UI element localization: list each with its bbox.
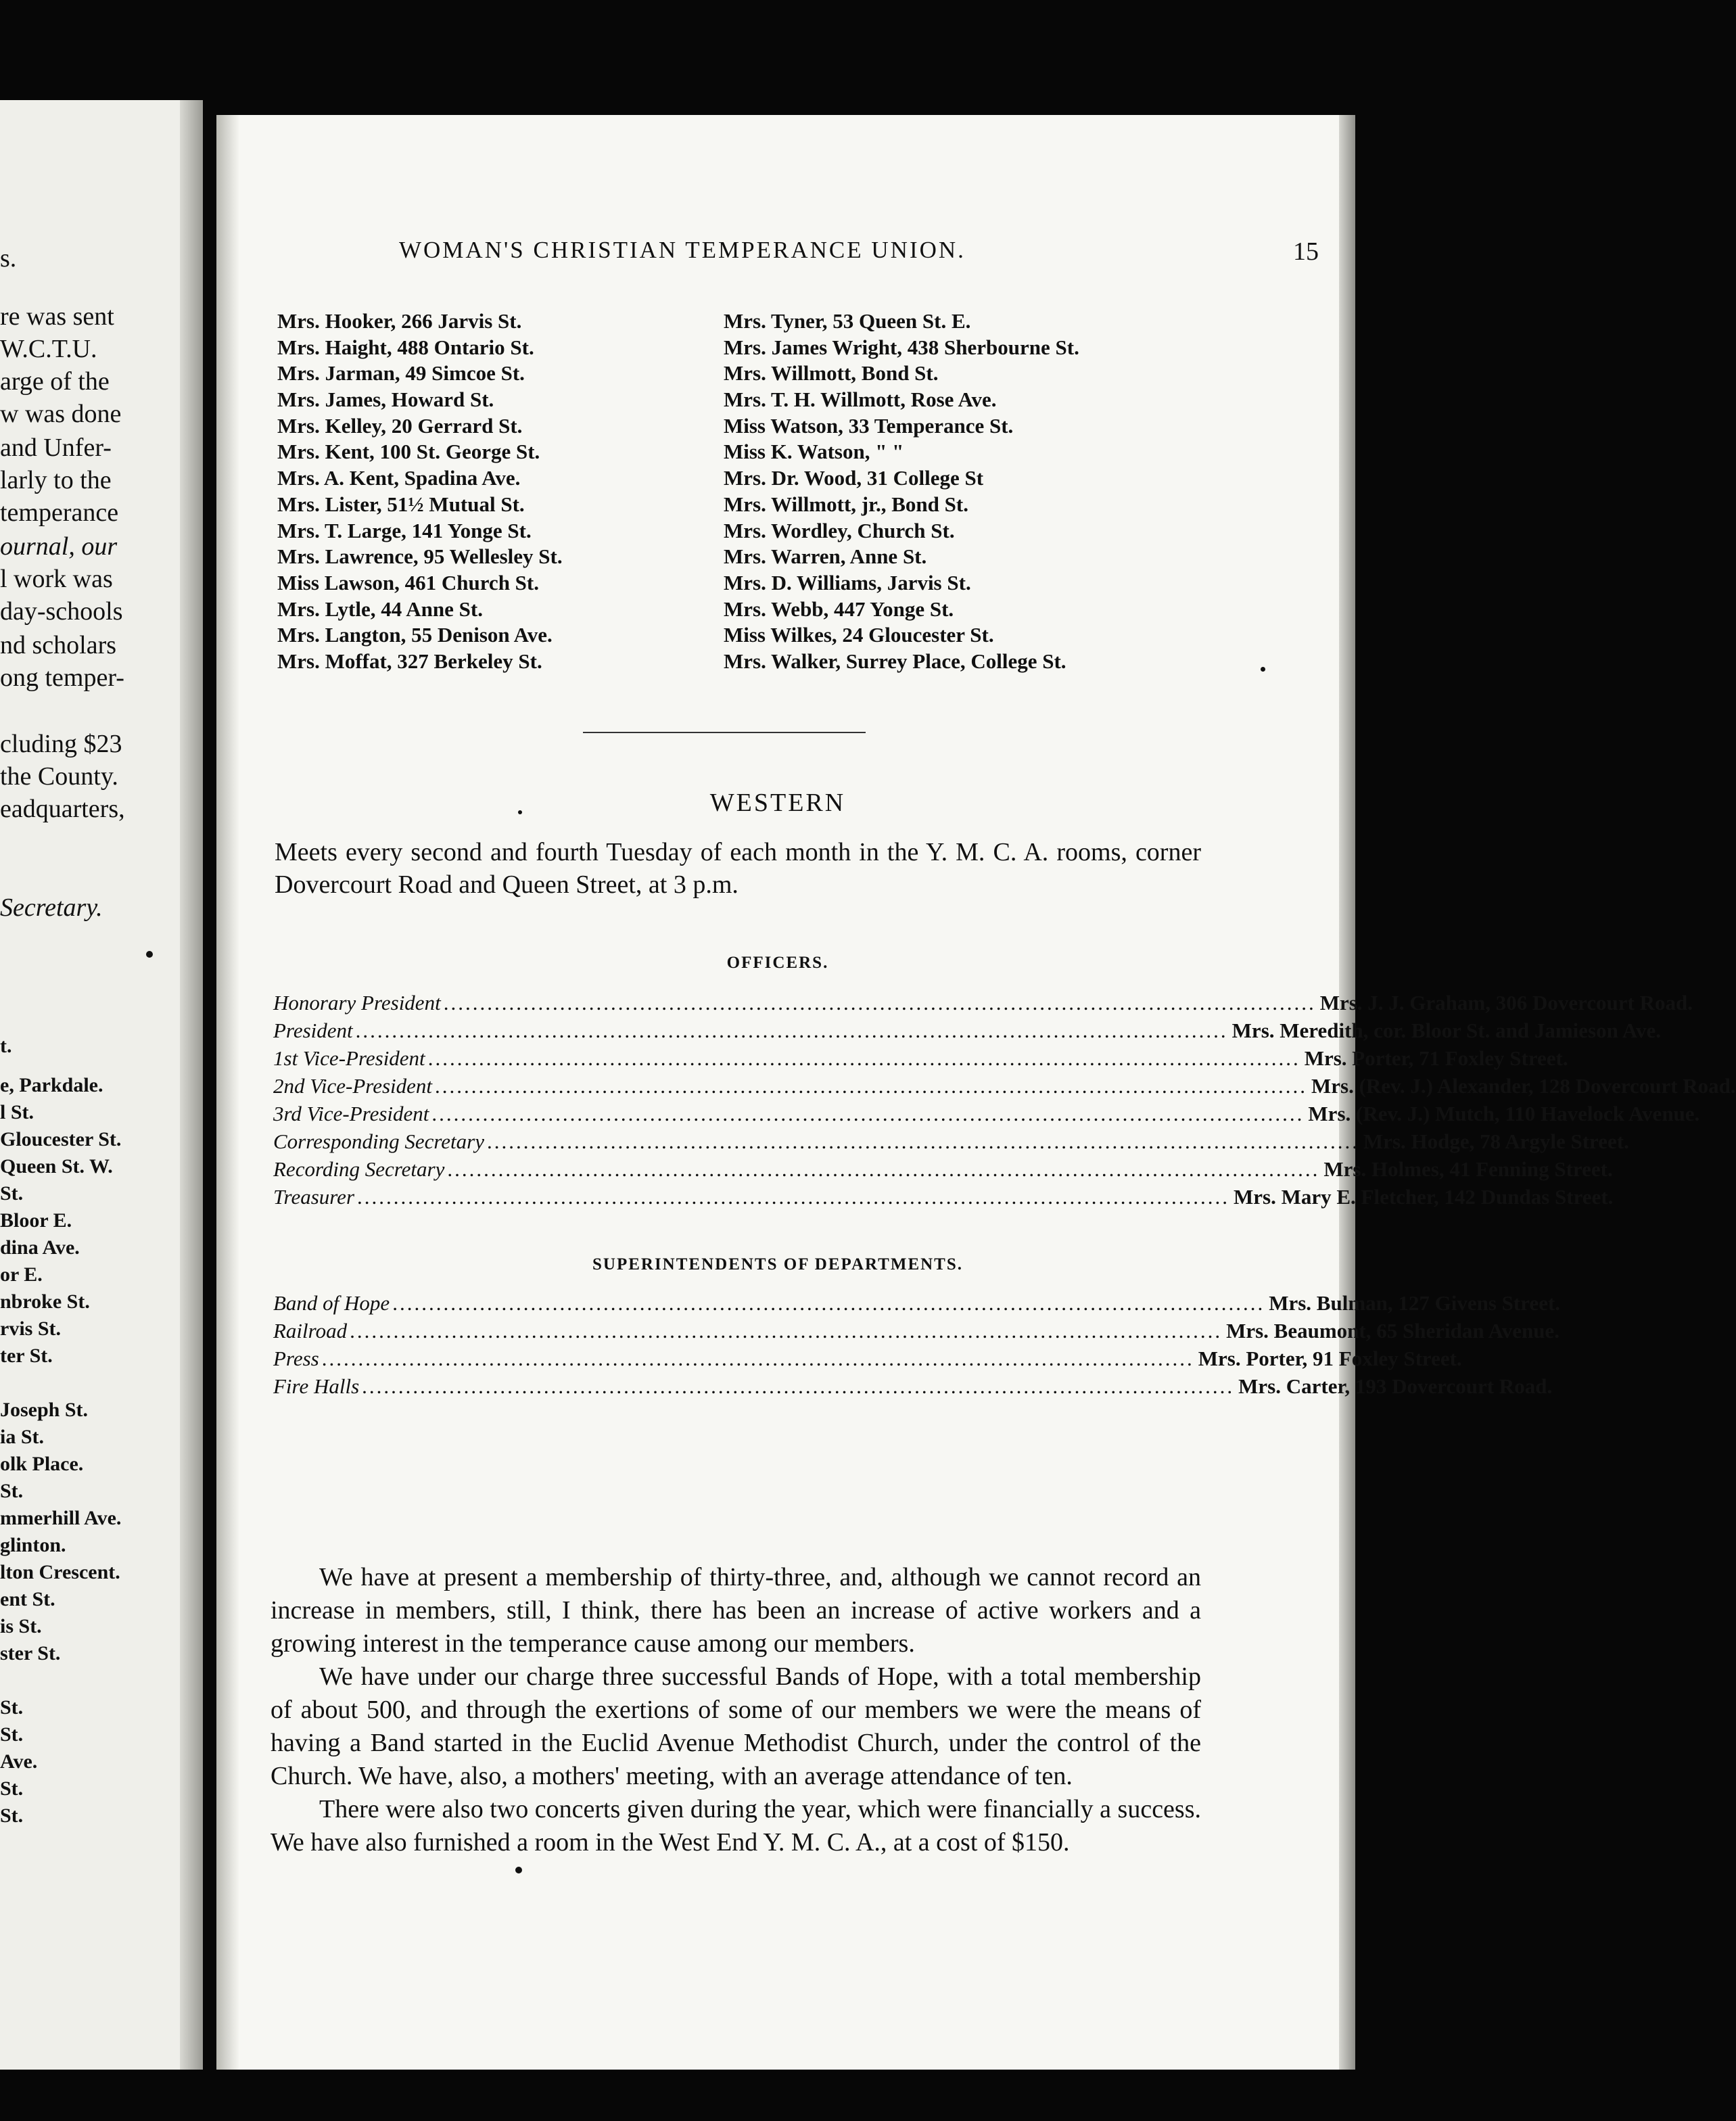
- leader-dots: ........................................................................................................................: [447, 1157, 1320, 1181]
- left-text-fragment: arge of the: [0, 367, 110, 396]
- officer-name: Mrs. Porter, 71 Foxley Street.: [1304, 1046, 1568, 1070]
- member-entry: Miss Watson, 33 Temperance St.: [724, 413, 1014, 438]
- left-text-fragment: l work was: [0, 565, 113, 593]
- officer-row: [273, 1183, 1614, 1211]
- left-page-fragment: [0, 100, 203, 2070]
- member-entry: Mrs. Webb, 447 Yonge St.: [724, 597, 954, 621]
- left-text-fragment: St.: [0, 1480, 24, 1502]
- right-page: [216, 115, 1736, 2070]
- left-text-fragment: ong temper-: [0, 663, 124, 692]
- left-text-fragment: nbroke St.: [0, 1290, 90, 1313]
- role-label: Recording Secretary: [273, 1157, 445, 1181]
- left-text-fragment: Bloor E.: [0, 1209, 72, 1232]
- section-title-western: WESTERN: [709, 789, 846, 817]
- left-text-fragment: St.: [0, 1777, 24, 1800]
- leader-dots: ........................................................................................................................: [355, 1019, 1228, 1042]
- member-list-column-1: [277, 308, 563, 675]
- right-page-gutter-shadow: [216, 115, 239, 2070]
- left-text-fragment: temperance: [0, 498, 119, 527]
- role-label: Press: [273, 1347, 319, 1370]
- officer-name: Mrs. (Rev. J.) Mutch, 110 Havelock Avenue.: [1308, 1102, 1700, 1125]
- superintendent-row: [273, 1345, 1462, 1372]
- running-title: WOMAN'S CHRISTIAN TEMPERANCE UNION.: [399, 237, 966, 263]
- member-entry: Mrs. Willmott, Bond St.: [724, 361, 939, 386]
- officer-row: [273, 1100, 1700, 1127]
- left-text-fragment: olk Place.: [0, 1453, 84, 1475]
- left-text-fragment: glinton.: [0, 1534, 66, 1556]
- stray-dot: [518, 810, 522, 814]
- role-label: Corresponding Secretary: [273, 1129, 484, 1153]
- left-text-fragment: larly to the: [0, 466, 112, 494]
- left-text-fragment: is St.: [0, 1615, 42, 1637]
- leader-dots: ........................................................................................................................: [350, 1319, 1223, 1343]
- report-paragraph: We have under our charge three successful Bands of Hope, with a total membership of about 500, and through the exertions of some of our members we were the means of having a Band started in the Euclid Avenue Methodist Church, under the control of the Church. We have, also, a mothers' meeting, with an average attendance of ten.: [271, 1662, 1201, 1790]
- role-label: Honorary President: [273, 991, 441, 1015]
- leader-dots: ........................................................................................................................: [362, 1374, 1235, 1398]
- meeting-notice: Meets every second and fourth Tuesday of each month in the Y. M. C. A. rooms, corner Dovercourt Road and Queen Street, at 3 p.m.: [275, 838, 1201, 899]
- left-text-fragment: Queen St. W.: [0, 1155, 113, 1178]
- left-text-fragment: Joseph St.: [0, 1399, 89, 1421]
- left-text-fragment: or E.: [0, 1263, 43, 1286]
- officer-row: [273, 1127, 1629, 1155]
- leader-dots: ........................................................................................................................: [357, 1185, 1230, 1209]
- leader-dots: ........................................................................................................................: [443, 991, 1316, 1015]
- superintendents-list: [273, 1289, 1561, 1400]
- left-text-fragment: cluding $23: [0, 730, 122, 758]
- superintendent-row: [273, 1289, 1561, 1317]
- section-divider: [583, 732, 866, 733]
- role-label: Band of Hope: [273, 1291, 390, 1315]
- member-list-column-2: [724, 308, 1079, 675]
- officers-heading: OFFICERS.: [726, 954, 829, 972]
- left-text-fragment: mmerhill Ave.: [0, 1507, 122, 1529]
- member-entry: Mrs. Tyner, 53 Queen St. E.: [724, 309, 971, 333]
- left-text-fragment: eadquarters,: [0, 795, 125, 823]
- left-text-fragment: ster St.: [0, 1642, 61, 1664]
- leader-dots: ........................................................................................................................: [431, 1102, 1305, 1125]
- member-entry: Mrs. Jarman, 49 Simcoe St.: [277, 361, 525, 386]
- role-label: 1st Vice-President: [273, 1046, 425, 1070]
- role-label: Fire Halls: [273, 1374, 360, 1398]
- role-label: 3rd Vice-President: [273, 1102, 429, 1125]
- member-entry: Mrs. Dr. Wood, 31 College St: [724, 466, 984, 490]
- left-text-fragment: e, Parkdale.: [0, 1074, 103, 1096]
- left-text-fragment: ournal, our: [0, 532, 118, 561]
- officer-name: Mrs. J. J. Graham, 306 Dovercourt Road.: [1319, 991, 1693, 1015]
- role-label: President: [273, 1019, 353, 1042]
- left-text-fragment: ter St.: [0, 1345, 53, 1367]
- left-text-fragment: t.: [0, 1035, 12, 1057]
- member-entry: Miss Wilkes, 24 Gloucester St.: [724, 623, 994, 647]
- leader-dots: ........................................................................................................................: [486, 1129, 1359, 1153]
- member-entry: Mrs. Moffat, 327 Berkeley St.: [277, 649, 542, 673]
- member-entry: Mrs. James Wright, 438 Sherbourne St.: [724, 335, 1079, 359]
- member-entry: Mrs. Haight, 488 Ontario St.: [277, 335, 534, 359]
- stray-dot: [1261, 667, 1265, 672]
- member-entry: Mrs. Hooker, 266 Jarvis St.: [277, 309, 522, 333]
- member-entry: Mrs. James, Howard St.: [277, 388, 494, 412]
- left-text-fragment: St.: [0, 1182, 24, 1205]
- officer-name: Mrs. Hodge, 78 Argyle Street.: [1363, 1129, 1629, 1153]
- member-entry: Miss Lawson, 461 Church St.: [277, 570, 540, 595]
- report-text: [271, 1561, 1201, 1859]
- report-paragraph: We have at present a membership of thirty-three, and, although we cannot record an increase in members, still, I think, there has been an increase of active workers and a growing interest in the temperance cause among our members.: [271, 1563, 1201, 1658]
- left-text-fragment: l St.: [0, 1101, 34, 1123]
- superintendent-row: [273, 1317, 1559, 1345]
- member-entry: Mrs. Warren, Anne St.: [724, 544, 927, 569]
- officer-row: [273, 1155, 1613, 1183]
- left-page-gutter-shadow: [180, 100, 203, 2070]
- left-text-fragment: lton Crescent.: [0, 1561, 120, 1583]
- left-text-fragment: day-schools: [0, 597, 123, 626]
- officer-row: [273, 1072, 1736, 1100]
- left-text-fragment: ent St.: [0, 1588, 55, 1610]
- running-head: [399, 237, 1319, 264]
- member-entry: Mrs. A. Kent, Spadina Ave.: [277, 466, 521, 490]
- officer-name: Mrs. Meredith, cor. Bloor St. and Jamieson Ave.: [1231, 1019, 1661, 1042]
- left-text-fragment: St.: [0, 1696, 24, 1719]
- superintendents-heading: SUPERINTENDENTS OF DEPARTMENTS.: [592, 1255, 963, 1274]
- leader-dots: ........................................................................................................................: [392, 1291, 1265, 1315]
- left-text-fragment: Gloucester St.: [0, 1128, 122, 1150]
- member-entry: Mrs. Walker, Surrey Place, College St.: [724, 649, 1066, 673]
- member-entry: Mrs. Kent, 100 St. George St.: [277, 440, 540, 464]
- left-text-fragment: the County.: [0, 762, 118, 791]
- officer-name: Mrs. (Rev. J.) Alexander, 128 Dovercourt Road.: [1311, 1074, 1736, 1098]
- member-entry: Mrs. Wordley, Church St.: [724, 518, 955, 542]
- member-entry: Mrs. T. H. Willmott, Rose Ave.: [724, 388, 997, 412]
- officer-row: [273, 1017, 1661, 1044]
- left-text-fragment: re was sent: [0, 302, 114, 331]
- report-paragraph: There were also two concerts given during the year, which were financially a success. We have also furnished a room in the West End Y. M. C. A., at a cost of $150.: [271, 1795, 1201, 1857]
- left-text-fragment: dina Ave.: [0, 1236, 80, 1259]
- left-text-fragment: W.C.T.U.: [0, 335, 97, 363]
- officer-name: Mrs. Beaumont, 65 Sheridan Avenue.: [1226, 1319, 1559, 1343]
- officer-name: Mrs. Carter, 193 Dovercourt Road.: [1238, 1374, 1553, 1398]
- stray-dot: [146, 951, 153, 958]
- member-entry: Mrs. Lawrence, 95 Wellesley St.: [277, 544, 563, 569]
- leader-dots: ........................................................................................................................: [435, 1074, 1307, 1098]
- leader-dots: ........................................................................................................................: [321, 1347, 1194, 1370]
- left-text-fragment: St.: [0, 1723, 24, 1746]
- member-entry: Mrs. Lytle, 44 Anne St.: [277, 597, 483, 621]
- role-label: Railroad: [273, 1319, 348, 1343]
- member-entry: Mrs. Kelley, 20 Gerrard St.: [277, 413, 523, 438]
- page-number: 15: [1293, 237, 1319, 266]
- left-text-fragment: nd scholars: [0, 631, 117, 659]
- officer-name: Mrs. Porter, 91 Foxley Street.: [1198, 1347, 1462, 1370]
- left-text-fragment: and Unfer-: [0, 434, 112, 462]
- officer-name: Mrs. Bulman, 127 Givens Street.: [1269, 1291, 1561, 1315]
- leader-dots: ........................................................................................................................: [427, 1046, 1300, 1070]
- left-text-fragment: rvis St.: [0, 1318, 61, 1340]
- officer-row: [273, 1044, 1568, 1072]
- left-text-fragment: ia St.: [0, 1426, 45, 1448]
- stray-dot: [515, 1867, 522, 1873]
- role-label: 2nd Vice-President: [273, 1074, 432, 1098]
- role-label: Treasurer: [273, 1185, 355, 1209]
- officer-name: Mrs. Mary E. Fletcher, 142 Dundas Street.: [1234, 1185, 1614, 1209]
- left-text-fragment: w was done: [0, 400, 122, 428]
- member-entry: Mrs. D. Williams, Jarvis St.: [724, 570, 971, 595]
- officer-name: Mrs. Holmes, 41 Fenning Street.: [1323, 1157, 1613, 1181]
- left-text-fragment: St.: [0, 1804, 24, 1827]
- member-entry: Mrs. Lister, 51½ Mutual St.: [277, 492, 525, 516]
- officer-row: [273, 989, 1693, 1017]
- member-entry: Miss K. Watson, " ": [724, 440, 904, 464]
- left-text-fragment: Secretary.: [0, 893, 103, 922]
- officers-list: [273, 989, 1736, 1211]
- superintendent-row: [273, 1372, 1553, 1400]
- left-text-fragment: Ave.: [0, 1750, 38, 1773]
- left-text-fragment: s.: [0, 244, 17, 273]
- member-entry: Mrs. Langton, 55 Denison Ave.: [277, 623, 553, 647]
- member-entry: Mrs. Willmott, jr., Bond St.: [724, 492, 968, 516]
- member-entry: Mrs. T. Large, 141 Yonge St.: [277, 518, 532, 542]
